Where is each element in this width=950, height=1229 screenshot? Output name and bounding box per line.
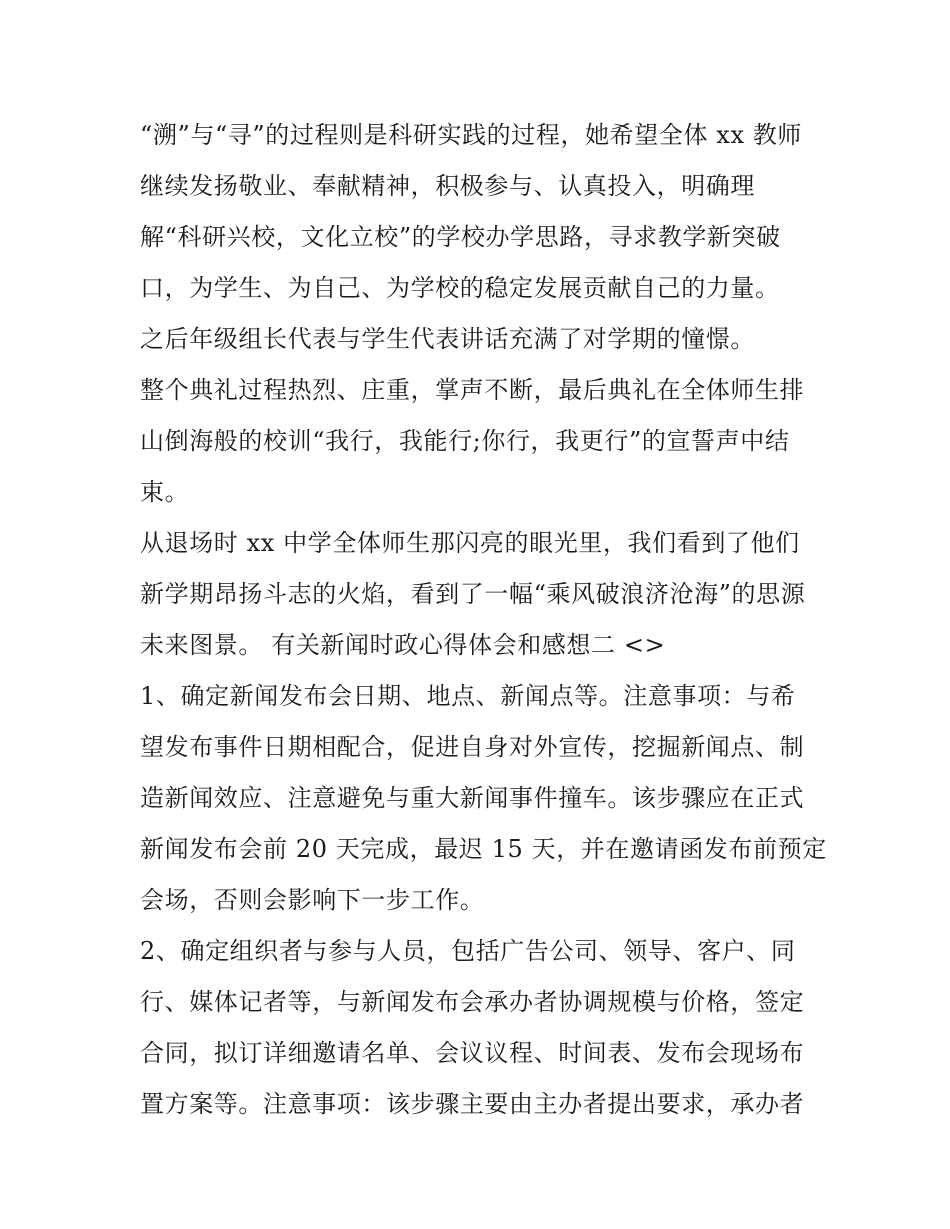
text-line-9: 从退场时 xx 中学全体师生那闪亮的眼光里，我们看到了他们 — [140, 529, 800, 557]
text-line-3: 解“科研兴校，文化立校”的学校办学思路，寻求教学新突破 — [140, 223, 781, 251]
text-line-8: 束。 — [140, 478, 190, 506]
text-line-4: 口，为学生、为自己、为学校的稳定发展贡献自己的力量。 — [140, 274, 780, 302]
text-line-7: 山倒海般的校训“我行，我能行;你行，我更行”的宣誓声中结 — [140, 427, 790, 455]
text-line-2: 继续发扬敬业、奉献精神，积极参与、认真投入，明确理 — [140, 172, 755, 200]
text-line-1: “溯”与“寻”的过程则是科研实践的过程，她希望全体 xx 教师 — [140, 121, 803, 149]
text-line-12: 1、确定新闻发布会日期、地点、新闻点等。注意事项：与希 — [140, 682, 796, 710]
body-text — [140, 110, 827, 1130]
text-line-13: 望发布事件日期相配合，促进自身对外宣传，挖掘新闻点、制 — [140, 733, 805, 761]
text-line-14: 造新闻效应、注意避免与重大新闻事件撞车。该步骤应在正式 — [140, 784, 805, 812]
text-line-16: 会场，否则会影响下一步工作。 — [140, 886, 485, 914]
text-line-11: 未来图景。 有关新闻时政心得体会和感想二 <> — [140, 631, 666, 659]
text-line-18: 行、媒体记者等，与新闻发布会承办者协调规模与价格，签定 — [140, 988, 805, 1016]
text-line-19: 合同，拟订详细邀请名单、会议议程、时间表、发布会现场布 — [140, 1039, 805, 1067]
text-line-10: 新学期昂扬斗志的火焰，看到了一幅“乘风破浪济沧海”的思源 — [140, 580, 806, 608]
text-line-20: 置方案等。注意事项：该步骤主要由主办者提出要求，承办者 — [140, 1090, 805, 1118]
text-line-17: 2、确定组织者与参与人员，包括广告公司、领导、客户、同 — [140, 937, 796, 965]
text-line-15: 新闻发布会前 20 天完成，最迟 15 天，并在邀请函发布前预定 — [140, 835, 827, 863]
text-line-5: 之后年级组长代表与学生代表讲话充满了对学期的憧憬。 — [140, 325, 755, 353]
text-line-6: 整个典礼过程热烈、庄重，掌声不断，最后典礼在全体师生排 — [140, 376, 805, 404]
